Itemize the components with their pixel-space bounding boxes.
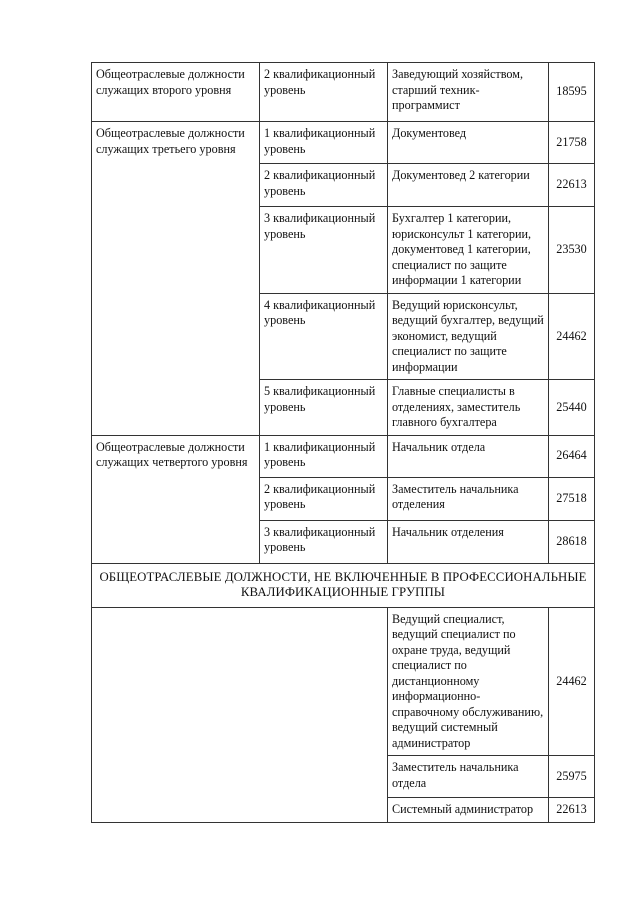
positions-cell: Бухгалтер 1 категории, юрисконсульт 1 категории, документовед 1 категории, специалист по защите информации 1 категории <box>388 207 549 294</box>
positions-cell: Начальник отделения <box>388 520 549 563</box>
group-cell: Общеотраслевые должности служащих третьего уровня <box>92 122 260 436</box>
salary-cell: 25440 <box>549 380 595 436</box>
group-cell: Общеотраслевые должности служащих четвертого уровня <box>92 435 260 563</box>
salary-cell: 25975 <box>549 756 595 798</box>
level-cell: 2 квалификационный уровень <box>260 63 388 122</box>
salary-cell: 22613 <box>549 164 595 207</box>
positions-cell: Ведущий юрисконсульт, ведущий бухгалтер, ведущий экономист, ведущий специалист по защите информации <box>388 293 549 380</box>
positions-cell: Заместитель начальника отделения <box>388 477 549 520</box>
positions-cell: Системный администратор <box>388 798 549 823</box>
table-row <box>92 122 595 164</box>
level-cell: 2 квалификационный уровень <box>260 477 388 520</box>
section-heading: ОБЩЕОТРАСЛЕВЫЕ ДОЛЖНОСТИ, НЕ ВКЛЮЧЕННЫЕ В ПРОФЕССИОНАЛЬНЫЕ КВАЛИФИКАЦИОННЫЕ ГРУППЫ <box>92 563 595 607</box>
positions-cell: Ведущий специалист, ведущий специалист по охране труда, ведущий специалист по дистанционному информационно-справочному обслуживанию, ведущий системный администратор <box>388 607 549 756</box>
level-cell: 3 квалификационный уровень <box>260 520 388 563</box>
salary-cell: 24462 <box>549 607 595 756</box>
positions-cell: Начальник отдела <box>388 435 549 477</box>
empty-group-cell <box>92 607 388 823</box>
table-row <box>92 435 595 477</box>
section-heading-row <box>92 563 595 607</box>
salary-table <box>91 62 595 823</box>
salary-cell: 18595 <box>549 63 595 122</box>
salary-cell: 28618 <box>549 520 595 563</box>
table-row <box>92 63 595 122</box>
level-cell: 3 квалификационный уровень <box>260 207 388 294</box>
level-cell: 1 квалификационный уровень <box>260 122 388 164</box>
level-cell: 2 квалификационный уровень <box>260 164 388 207</box>
positions-cell: Заведующий хозяйством, старший техник-программист <box>388 63 549 122</box>
positions-cell: Документовед 2 категории <box>388 164 549 207</box>
salary-cell: 24462 <box>549 293 595 380</box>
positions-cell: Документовед <box>388 122 549 164</box>
level-cell: 4 квалификационный уровень <box>260 293 388 380</box>
salary-cell: 21758 <box>549 122 595 164</box>
salary-cell: 26464 <box>549 435 595 477</box>
salary-cell: 23530 <box>549 207 595 294</box>
table-row <box>92 607 595 756</box>
group-cell: Общеотраслевые должности служащих второго уровня <box>92 63 260 122</box>
level-cell: 5 квалификационный уровень <box>260 380 388 436</box>
salary-cell: 27518 <box>549 477 595 520</box>
level-cell: 1 квалификационный уровень <box>260 435 388 477</box>
positions-cell: Главные специалисты в отделениях, заместитель главного бухгалтера <box>388 380 549 436</box>
positions-cell: Заместитель начальника отдела <box>388 756 549 798</box>
salary-cell: 22613 <box>549 798 595 823</box>
